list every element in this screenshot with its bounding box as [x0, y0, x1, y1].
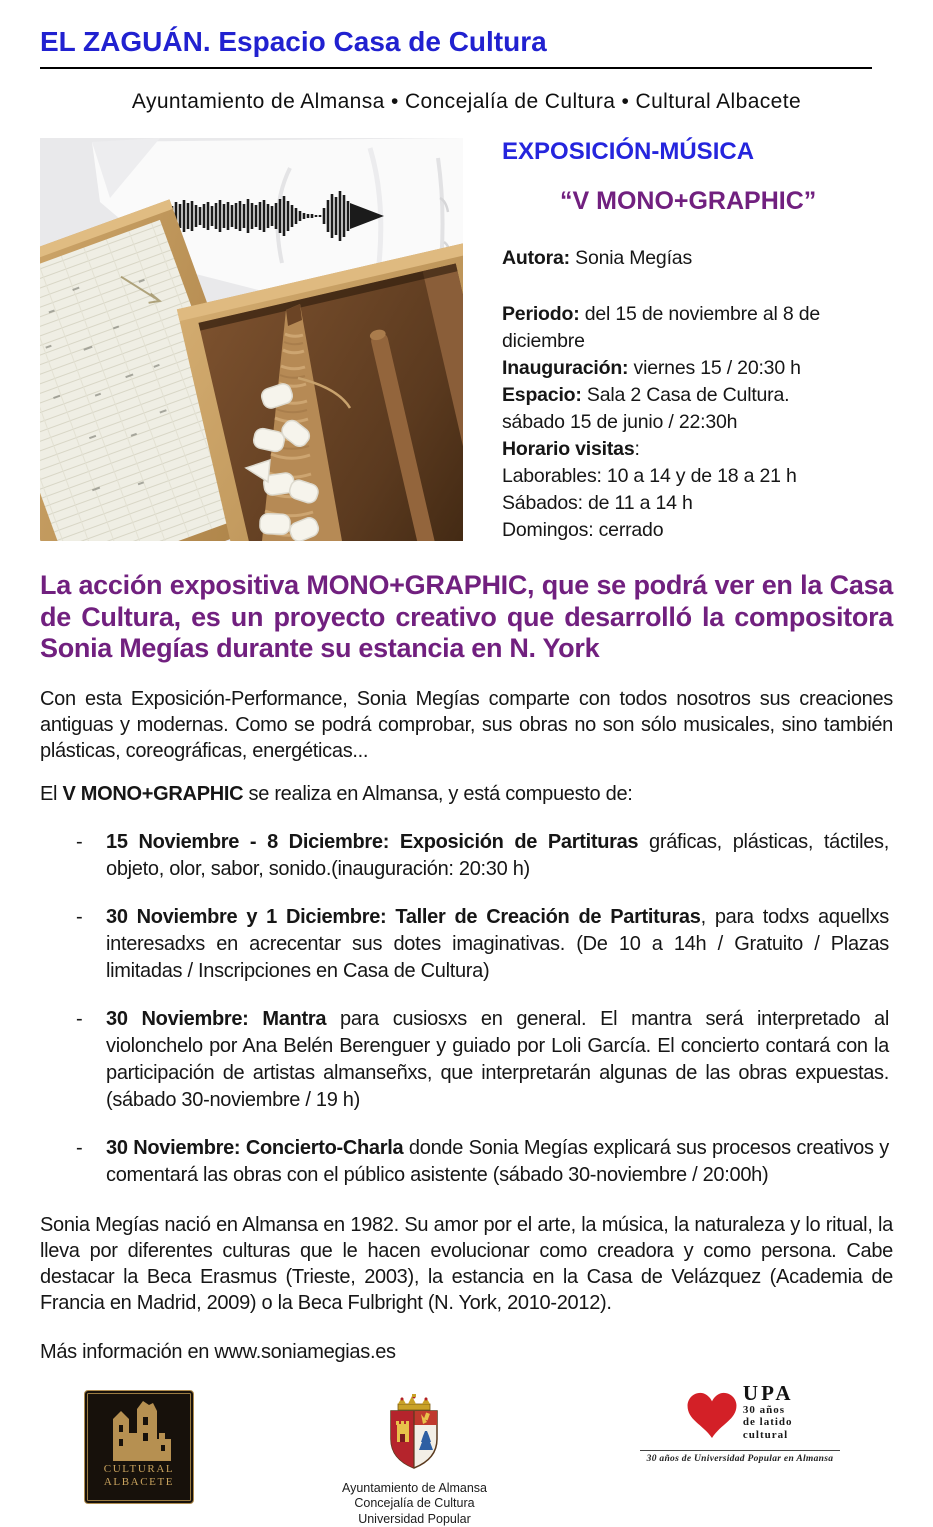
- exhibit-photo: [40, 138, 463, 541]
- intro-paragraph: Con esta Exposición-Performance, Sonia Megías comparte con todos nosotros sus creaciones antiguas y modernas. Como se podrá comprobar, sus obras no son sólo musicales, sino también plásticas, coreográficas, energéticas...: [40, 686, 893, 764]
- list-dash: -: [40, 829, 106, 883]
- upa-tagline-1: 30 años: [743, 1404, 794, 1417]
- event-details: [502, 301, 893, 544]
- page-title: EL ZAGUÁN. Espacio Casa de Cultura: [40, 26, 893, 58]
- exhibit-photo-illustration: [40, 138, 463, 541]
- upa-text-block: [743, 1382, 794, 1442]
- hours-colon: :: [634, 438, 639, 460]
- heart-icon: [686, 1392, 738, 1438]
- upa-tagline-3: cultural: [743, 1429, 794, 1442]
- cultural-albacete-line1: CULTURAL: [104, 1463, 174, 1476]
- program-item-body: para cusiosxs en general. El mantra será interpretado al violonchelo por Ana Belén Berenguer y guiado por Loli García. El concierto contará con la participación de artistas almanseñxs, que interpretarán algunas de las obras expuestas.(sábado 30-noviembre / 19 h): [106, 1008, 889, 1111]
- event-info-column: [502, 138, 893, 544]
- program-item-mantra: [40, 1006, 893, 1114]
- footer-logos: [40, 1390, 893, 1527]
- cultural-albacete-logo: [84, 1390, 194, 1504]
- cultural-albacete-line2: ALBACETE: [104, 1476, 174, 1489]
- opening-line: [502, 355, 893, 382]
- venue-line: [502, 382, 893, 409]
- program-item-body: gráficas, plásticas, táctiles, objeto, olor, sabor, sonido.(inauguración: 20:30 h): [106, 831, 889, 880]
- almansa-coat-of-arms-icon: [385, 1394, 443, 1470]
- lead-heading: La acción expositiva MONO+GRAPHIC, que se podrá ver en la Casa de Cultura, es un proyecto creativo que desarrolló la compositora Sonia Megías durante su estancia en N. York: [40, 570, 893, 665]
- almansa-line1: Ayuntamiento de Almansa: [342, 1481, 487, 1497]
- program-item-heading: 15 Noviembre - 8 Diciembre: Exposición de Partituras: [106, 831, 638, 853]
- program-item-text: [106, 904, 893, 985]
- program-item-taller: [40, 904, 893, 985]
- list-dash: -: [40, 904, 106, 985]
- period-line: [502, 301, 893, 355]
- upa-divider: [640, 1450, 840, 1451]
- program-intro-post: se realiza en Almansa, y está compuesto de:: [243, 783, 632, 805]
- institutions-subtitle: Ayuntamiento de Almansa • Concejalía de Cultura • Cultural Albacete: [40, 90, 893, 114]
- extra-date-line: sábado 15 de junio / 22:30h: [502, 409, 893, 436]
- hours-saturdays: Sábados: de 11 a 14 h: [502, 490, 893, 517]
- program-list: [40, 829, 893, 1189]
- event-title: “V MONO+GRAPHIC”: [502, 187, 893, 216]
- author-line: [502, 245, 893, 272]
- program-intro-title: V MONO+GRAPHIC: [62, 783, 243, 805]
- hours-weekdays: Laborables: 10 a 14 y de 18 a 21 h: [502, 463, 893, 490]
- upa-logo: [635, 1382, 845, 1464]
- program-item-text: [106, 1006, 893, 1114]
- program-item-text: [106, 1135, 893, 1189]
- top-columns: [40, 138, 893, 544]
- event-category: EXPOSICIÓN-MÚSICA: [502, 138, 893, 166]
- program-item-concierto: [40, 1135, 893, 1189]
- program-item-exposicion: [40, 829, 893, 883]
- venue-value: Sala 2 Casa de Cultura.: [587, 384, 789, 406]
- author-value: Sonia Megías: [575, 247, 692, 269]
- almansa-logo: [342, 1394, 487, 1527]
- title-divider: [40, 67, 872, 69]
- more-info-line: Más información en www.soniamegias.es: [40, 1341, 893, 1364]
- program-intro-pre: El: [40, 783, 62, 805]
- almansa-line2: Concejalía de Cultura: [342, 1496, 487, 1512]
- venue-label: Espacio:: [502, 384, 582, 406]
- opening-value: viernes 15 / 20:30 h: [634, 357, 801, 379]
- period-value: del 15 de noviembre al 8 de diciembre: [502, 303, 820, 352]
- hours-sundays: Domingos: cerrado: [502, 517, 893, 544]
- list-dash: -: [40, 1135, 106, 1189]
- shield: [391, 1411, 437, 1468]
- bio-paragraph: Sonia Megías nació en Almansa en 1982. Su amor por el arte, la música, la naturaleza y lo ritual, la lleva por diferentes culturas que le hacen evolucionar como creadora y como persona. Cabe destacar la Beca Erasmus (Trieste, 2003), la estancia en la Casa de Velázquez (Academia de Francia en Madrid, 2009) o la Beca Fulbright (N. York, 2010-2012).: [40, 1212, 893, 1316]
- hours-label: Horario visitas: [502, 438, 634, 460]
- upa-caption: 30 años de Universidad Popular en Almansa: [635, 1454, 845, 1464]
- upa-name: UPA: [743, 1382, 794, 1404]
- program-item-text: [106, 829, 893, 883]
- period-label: Periodo:: [502, 303, 580, 325]
- hours-label-line: [502, 436, 893, 463]
- almansa-line3: Universidad Popular: [342, 1512, 487, 1527]
- program-item-body: , para todxs aquellxs interesadxs en acrecentar sus dotes imaginativas. (De 10 a 14h / Gratuito / Plazas limitadas / Inscripciones en Casa de Cultura): [106, 906, 889, 982]
- upa-tagline-2: de latido: [743, 1416, 794, 1429]
- program-intro: [40, 783, 893, 806]
- list-dash: -: [40, 1006, 106, 1114]
- opening-label: Inauguración:: [502, 357, 628, 379]
- program-item-heading: 30 Noviembre: Concierto-Charla: [106, 1137, 403, 1159]
- crown: [398, 1394, 430, 1410]
- cultural-albacete-building-icon: [103, 1399, 175, 1463]
- author-label: Autora:: [502, 247, 570, 269]
- program-item-heading: 30 Noviembre y 1 Diciembre: Taller de Creación de Partituras: [106, 906, 701, 928]
- program-item-body: donde Sonia Megías explicará sus procesos creativos y comentará las obras con el público asistente (sábado 30-noviembre / 20:00h): [106, 1137, 889, 1186]
- program-item-heading: 30 Noviembre: Mantra: [106, 1008, 326, 1030]
